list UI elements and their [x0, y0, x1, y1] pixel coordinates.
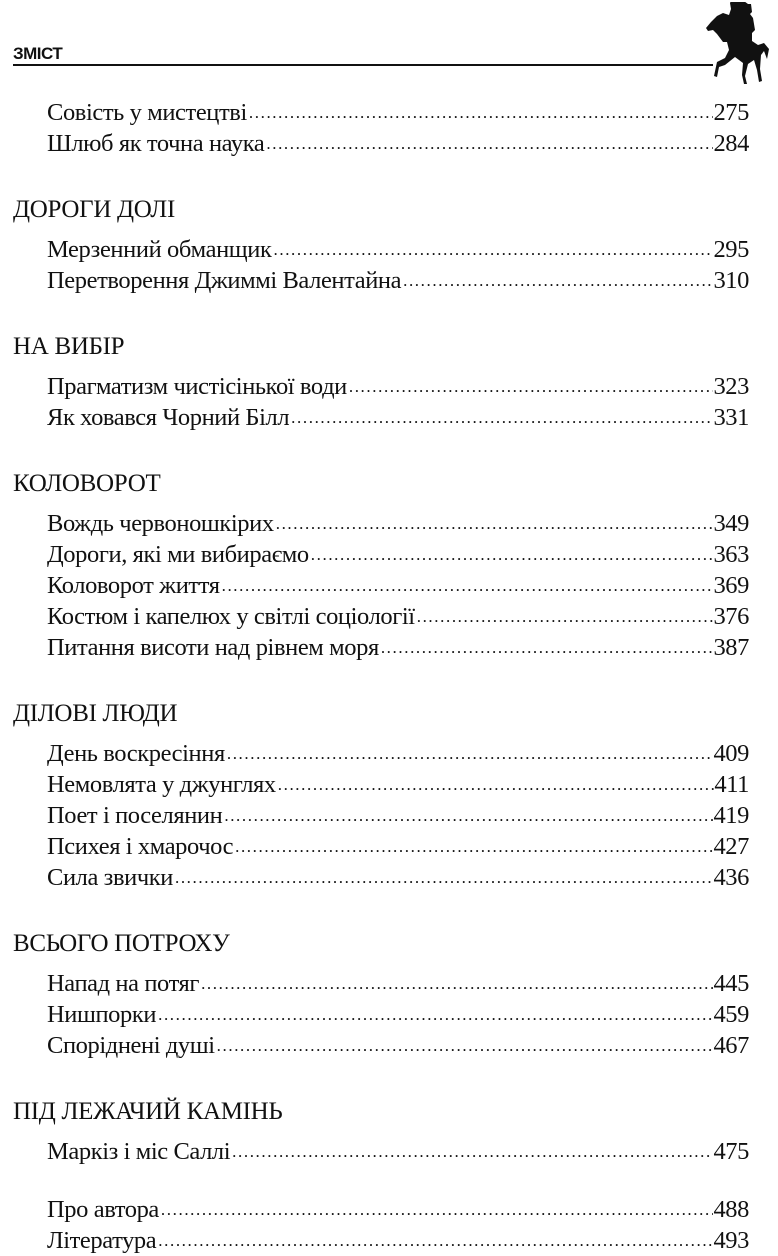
- entry-title: Про автора: [47, 1196, 159, 1223]
- entry-page-number: 488: [713, 1196, 749, 1223]
- dot-leader: [276, 769, 715, 800]
- sections: [0, 186, 778, 1167]
- table-of-contents: [0, 97, 778, 1256]
- entry-page-number: 369: [713, 572, 749, 599]
- toc-entry[interactable]: [47, 371, 749, 402]
- entry-title: Психея і хмарочос: [47, 833, 234, 860]
- toc-entry[interactable]: [47, 265, 749, 296]
- toc-entry[interactable]: [47, 402, 749, 433]
- entry-title: Совість у мистецтві: [47, 99, 247, 126]
- entry-page-number: 363: [713, 541, 749, 568]
- dot-leader: [173, 862, 713, 893]
- entry-title: Коловорот життя: [47, 572, 220, 599]
- dot-leader: [274, 508, 714, 539]
- header-rule: [13, 64, 713, 66]
- dot-leader: [264, 128, 713, 159]
- entry-page-number: 331: [713, 404, 749, 431]
- entry-title: Нишпорки: [47, 1001, 157, 1028]
- toc-entry[interactable]: [47, 831, 749, 862]
- dot-leader: [225, 738, 714, 769]
- entry-page-number: 275: [713, 99, 749, 126]
- entry-title: Немовлята у джунглях: [47, 771, 276, 798]
- entry-page-number: 411: [714, 771, 749, 798]
- carried-entries: [0, 97, 778, 159]
- toc-entry[interactable]: [47, 800, 749, 831]
- entry-title: Маркіз і міс Саллі: [47, 1138, 231, 1165]
- entry-title: Поет і поселянин: [47, 802, 223, 829]
- entry-title: Дороги, які ми вибираємо: [47, 541, 309, 568]
- toc-entry[interactable]: [47, 601, 749, 632]
- entry-page-number: 459: [713, 1001, 749, 1028]
- entry-page-number: 349: [713, 510, 749, 537]
- entry-page-number: 376: [713, 603, 749, 630]
- entry-page-number: 323: [713, 373, 749, 400]
- entry-title: День воскресіння: [47, 740, 225, 767]
- toc-entry[interactable]: [47, 508, 749, 539]
- entry-title: Перетворення Джиммі Валентайна: [47, 267, 402, 294]
- toc-section: [0, 460, 778, 663]
- dot-leader: [272, 234, 714, 265]
- dot-leader: [215, 1030, 714, 1061]
- toc-entry[interactable]: [47, 862, 749, 893]
- entry-title: Мерзенний обманщик: [47, 236, 272, 263]
- toc-entry[interactable]: [47, 968, 749, 999]
- toc-entry[interactable]: [47, 1194, 749, 1225]
- section-title: КОЛОВОРОТ: [13, 470, 161, 497]
- entry-page-number: 445: [713, 970, 749, 997]
- dot-leader: [220, 570, 714, 601]
- entry-title: Споріднені душі: [47, 1032, 215, 1059]
- toc-entry[interactable]: [47, 234, 749, 265]
- toc-entry[interactable]: [47, 738, 749, 769]
- entry-page-number: 436: [713, 864, 749, 891]
- dot-leader: [233, 831, 713, 862]
- section-title: ВСЬОГО ПОТРОХУ: [13, 930, 230, 957]
- entry-title: Костюм і капелюх у світлі соціології: [47, 603, 415, 630]
- entry-page-number: 475: [713, 1138, 749, 1165]
- entry-page-number: 409: [713, 740, 749, 767]
- entry-page-number: 284: [713, 130, 749, 157]
- horseman-emblem-icon: [686, 2, 776, 94]
- entry-page-number: 467: [713, 1032, 749, 1059]
- dot-leader: [156, 1225, 713, 1256]
- entry-page-number: 427: [713, 833, 749, 860]
- toc-entry[interactable]: [47, 539, 749, 570]
- entry-page-number: 295: [713, 236, 749, 263]
- entry-title: Як ховався Чорний Білл: [47, 404, 290, 431]
- entry-title: Шлюб як точна наука: [47, 130, 265, 157]
- toc-entry[interactable]: [47, 632, 749, 663]
- dot-leader: [222, 800, 713, 831]
- entry-title: Напад на потяг: [47, 970, 200, 997]
- toc-entry[interactable]: [47, 1136, 749, 1167]
- page-header-title: ЗМІСТ: [13, 44, 63, 63]
- dot-leader: [289, 402, 713, 433]
- toc-entry[interactable]: [47, 999, 749, 1030]
- toc-entry[interactable]: [47, 1225, 749, 1256]
- dot-leader: [401, 265, 713, 296]
- entry-page-number: 419: [713, 802, 749, 829]
- dot-leader: [159, 1194, 714, 1225]
- dot-leader: [247, 97, 714, 128]
- entry-title: Прагматизм чистісінької води: [47, 373, 347, 400]
- toc-section: [0, 690, 778, 893]
- dot-leader: [230, 1136, 713, 1167]
- entry-page-number: 387: [713, 634, 749, 661]
- dot-leader: [309, 539, 714, 570]
- section-title: НА ВИБІР: [13, 333, 125, 360]
- dot-leader: [379, 632, 714, 663]
- section-title: ДОРОГИ ДОЛІ: [13, 196, 175, 223]
- dot-leader: [347, 371, 714, 402]
- toc-section: [0, 323, 778, 433]
- toc-entry[interactable]: [47, 1030, 749, 1061]
- toc-entry[interactable]: [47, 128, 749, 159]
- toc-section: [0, 1088, 778, 1167]
- toc-section: [0, 186, 778, 296]
- entry-title: Питання висоти над рівнем моря: [47, 634, 379, 661]
- dot-leader: [156, 999, 713, 1030]
- entry-page-number: 310: [713, 267, 749, 294]
- entry-title: Вождь червоношкірих: [47, 510, 274, 537]
- entry-title: Література: [47, 1227, 157, 1254]
- section-title: ПІД ЛЕЖАЧИЙ КАМІНЬ: [13, 1098, 283, 1125]
- dot-leader: [199, 968, 713, 999]
- entry-page-number: 493: [713, 1227, 749, 1254]
- toc-entry[interactable]: [47, 570, 749, 601]
- entry-title: Сила звички: [47, 864, 173, 891]
- toc-entry[interactable]: [47, 769, 749, 800]
- toc-entry[interactable]: [47, 97, 749, 128]
- dot-leader: [415, 601, 714, 632]
- appendix-entries: [0, 1194, 778, 1256]
- toc-section: [0, 920, 778, 1061]
- section-title: ДІЛОВІ ЛЮДИ: [13, 700, 178, 727]
